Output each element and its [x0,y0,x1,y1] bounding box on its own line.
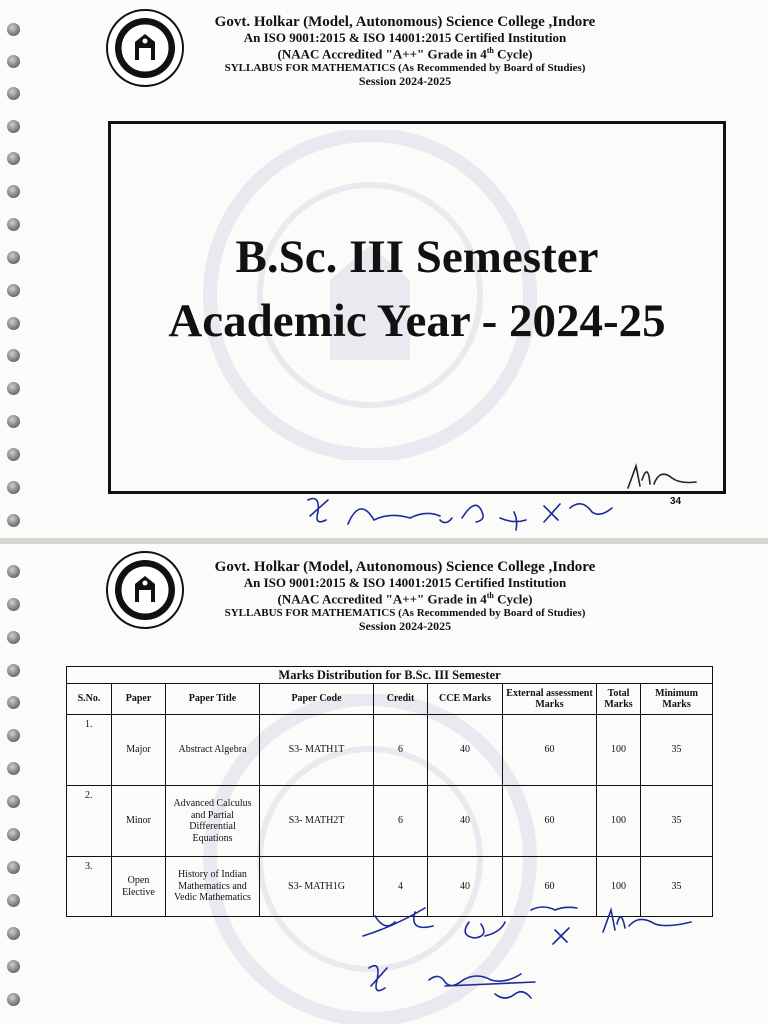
table-row [67,786,713,857]
column-header: Paper [112,684,166,715]
binder-holes [7,544,25,1024]
college-seal-logo [105,8,185,88]
cell-paper-code: S3- MATH1G [260,857,374,917]
cover-title-box [108,121,726,494]
binder-hole-icon [7,120,20,133]
cover-title-academic-year: Academic Year - 2024-25 [168,295,666,347]
college-name: Govt. Holkar (Model, Autonomous) Science College ,Indore [214,559,596,575]
marks-distribution-table [66,666,713,917]
syllabus-line: SYLLABUS FOR MATHEMATICS (As Recommended by Board of Studies) [224,62,586,75]
cell-external-marks: 60 [503,715,597,786]
binder-hole-icon [7,349,20,362]
cell-minimum-marks: 35 [641,786,713,857]
cell-cce-marks: 40 [428,715,503,786]
binder-hole-icon [7,927,20,940]
column-header: CCE Marks [428,684,503,715]
cell-total-marks: 100 [597,857,641,917]
binder-hole-icon [7,481,20,494]
cell-external-marks: 60 [503,857,597,917]
binder-hole-icon [7,185,20,198]
cell-total-marks: 100 [597,715,641,786]
binder-hole-icon [7,152,20,165]
binder-hole-icon [7,251,20,264]
naac-accreditation: (NAAC Accredited "A++" Grade in 4th Cycle) [277,590,533,607]
binder-hole-icon [7,894,20,907]
cell-sno: 1. [67,715,112,786]
binder-hole-icon [7,993,20,1006]
column-header: Total Marks [597,684,641,715]
iso-certification: An ISO 9001:2015 & ISO 14001:2015 Certified Institution [243,575,567,591]
cell-credit: 6 [374,715,428,786]
syllabus-line: SYLLABUS FOR MATHEMATICS (As Recommended by Board of Studies) [224,607,586,620]
page-number: 34 [670,496,682,507]
cell-cce-marks: 40 [428,786,503,857]
session-line: Session 2024-2025 [358,73,452,88]
cell-paper-title: History of Indian Mathematics and Vedic Mathematics [166,857,260,917]
binder-hole-icon [7,664,20,677]
column-header: External assessment Marks [503,684,597,715]
page-marks-distribution [0,544,768,1024]
binder-hole-icon [7,514,20,527]
cell-paper-title: Abstract Algebra [166,715,260,786]
binder-hole-icon [7,795,20,808]
binder-hole-icon [7,218,20,231]
signatures-block-icon [355,902,735,1012]
naac-accreditation: (NAAC Accredited "A++" Grade in 4th Cycle) [277,45,533,62]
binder-hole-icon [7,565,20,578]
cell-credit: 4 [374,857,428,917]
column-header: Credit [374,684,428,715]
cover-title-semester: B.Sc. III Semester [235,231,599,283]
cell-paper-code: S3- MATH1T [260,715,374,786]
cell-cce-marks: 40 [428,857,503,917]
binder-hole-icon [7,284,20,297]
cell-paper: Major [112,715,166,786]
column-header: Paper Title [166,684,260,715]
college-header [190,559,620,633]
binder-hole-icon [7,87,20,100]
college-seal-logo [105,550,185,630]
binder-hole-icon [7,415,20,428]
college-header [190,14,620,88]
cell-sno: 3. [67,857,112,917]
signature-icon [620,458,700,494]
column-header: Paper Code [260,684,374,715]
signatures-row-icon [300,490,630,536]
table-header-row [67,684,713,715]
column-header: Minimum Marks [641,684,713,715]
binder-hole-icon [7,762,20,775]
cell-total-marks: 100 [597,786,641,857]
college-name: Govt. Holkar (Model, Autonomous) Science College ,Indore [214,14,596,30]
column-header: S.No. [67,684,112,715]
cell-paper-code: S3- MATH2T [260,786,374,857]
binder-hole-icon [7,696,20,709]
cell-paper-title: Advanced Calculus and Partial Differential Equations [166,786,260,857]
session-line: Session 2024-2025 [358,618,452,633]
cell-credit: 6 [374,786,428,857]
binder-hole-icon [7,382,20,395]
cell-sno: 2. [67,786,112,857]
table-caption: Marks Distribution for B.Sc. III Semester [67,667,713,684]
binder-hole-icon [7,23,20,36]
iso-certification: An ISO 9001:2015 & ISO 14001:2015 Certified Institution [243,30,567,46]
cell-paper: Open Elective [112,857,166,917]
binder-hole-icon [7,55,20,68]
table-row [67,715,713,786]
cell-minimum-marks: 35 [641,715,713,786]
binder-hole-icon [7,317,20,330]
cell-external-marks: 60 [503,786,597,857]
binder-hole-icon [7,828,20,841]
cell-paper: Minor [112,786,166,857]
binder-hole-icon [7,598,20,611]
binder-hole-icon [7,729,20,742]
binder-holes [7,0,25,538]
cell-minimum-marks: 35 [641,857,713,917]
binder-hole-icon [7,960,20,973]
binder-hole-icon [7,631,20,644]
binder-hole-icon [7,448,20,461]
binder-hole-icon [7,861,20,874]
